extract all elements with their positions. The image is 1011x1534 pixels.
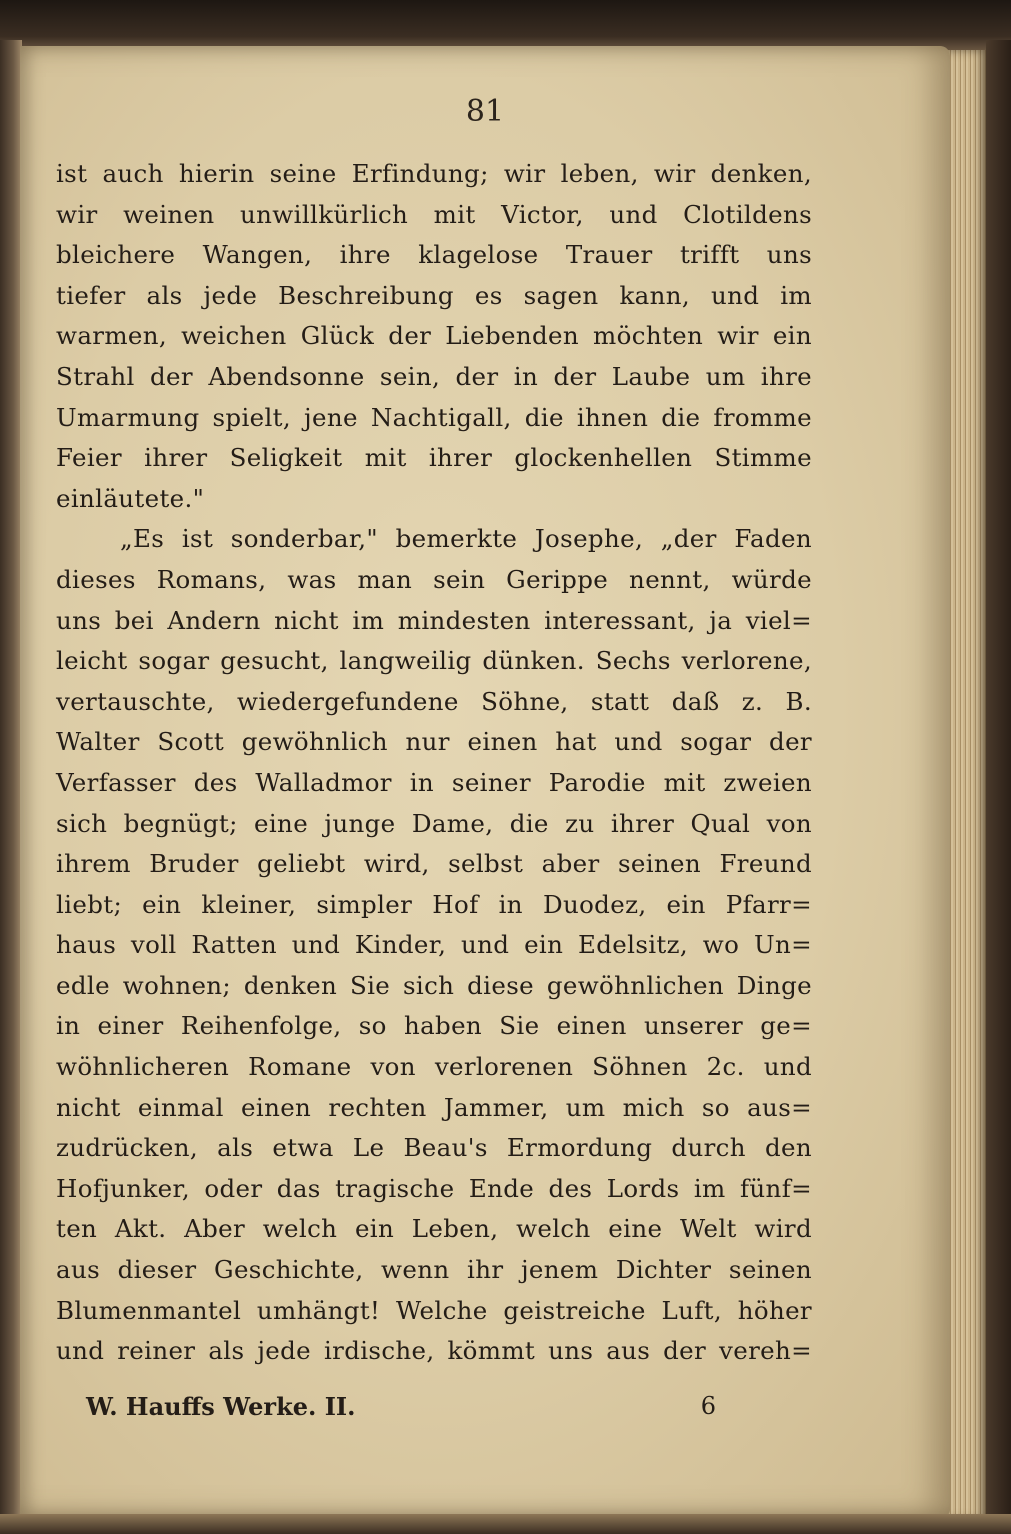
text-line: bleichere Wangen, ihre klagelose Trauer trifft uns — [56, 240, 812, 270]
text-line: uns bei Andern nicht im mindesten interessant, ja viel= — [56, 605, 812, 635]
text-line: einläutete." — [56, 483, 205, 513]
footer-title: W. Hauffs Werke. II. — [86, 1392, 356, 1421]
text-line: Walter Scott gewöhnlich nur einen hat und sogar der — [56, 727, 812, 757]
text-line: in einer Reihenfolge, so haben Sie einen unserer ge= — [56, 1011, 812, 1041]
text-line: Blumenmantel umhängt! Welche geistreiche Luft, höher — [56, 1295, 812, 1325]
page-body-text — [56, 154, 812, 1372]
book-page — [20, 46, 950, 1516]
text-line: Verfasser des Walladmor in seiner Parodie mit zweien — [56, 767, 812, 797]
text-line: warmen, weichen Glück der Liebenden möchten wir ein — [56, 321, 812, 351]
text-line: und reiner als jede irdische, kömmt uns aus der vereh= — [56, 1336, 812, 1366]
text-line: leicht sogar gesucht, langweilig dünken. Sechs verlorene, — [56, 646, 812, 676]
book-binding — [0, 40, 22, 1534]
text-line: edle wohnen; denken Sie sich diese gewöhnlichen Dinge — [56, 970, 812, 1000]
book-top-edge — [0, 0, 1011, 52]
page-footer — [86, 1392, 716, 1432]
text-line: sich begnügt; eine junge Dame, die zu ihrer Qual von — [56, 808, 812, 838]
text-line: liebt; ein kleiner, simpler Hof in Duodez, ein Pfarr= — [56, 889, 812, 919]
text-line: tiefer als jede Beschreibung es sagen kann, und im — [56, 280, 812, 310]
text-line: haus voll Ratten und Kinder, und ein Edelsitz, wo Un= — [56, 930, 812, 960]
text-line: „Es ist sonderbar," bemerkte Josephe, „der Faden — [120, 524, 812, 554]
text-line: Feier ihrer Seligkeit mit ihrer glockenhellen Stimme — [56, 443, 812, 473]
page-number: 81 — [465, 94, 505, 129]
text-line: ihrem Bruder geliebt wird, selbst aber seinen Freund — [56, 849, 812, 879]
text-line: Strahl der Abendsonne sein, der in der Laube um ihre — [56, 361, 812, 391]
text-line: dieses Romans, was man sein Gerippe nennt, würde — [56, 564, 812, 594]
page-stack-edge — [948, 50, 988, 1520]
text-line: nicht einmal einen rechten Jammer, um mich so aus= — [56, 1092, 812, 1122]
text-line: aus dieser Geschichte, wenn ihr jenem Dichter seinen — [56, 1255, 812, 1285]
text-line: Hofjunker, oder das tragische Ende des Lords im fünf= — [56, 1173, 812, 1203]
signature-mark: 6 — [700, 1392, 716, 1420]
text-line: zudrücken, als etwa Le Beau's Ermordung durch den — [56, 1133, 812, 1163]
text-line: ist auch hierin seine Erfindung; wir leben, wir denken, — [56, 159, 812, 188]
text-line: Umarmung spielt, jene Nachtigall, die ihnen die fromme — [56, 402, 812, 432]
text-line: vertauschte, wiedergefundene Söhne, statt daß z. B. — [56, 686, 812, 716]
text-line: wir weinen unwillkürlich mit Victor, und Clotildens — [56, 199, 812, 229]
book-cover-edge — [986, 40, 1011, 1534]
book-bottom-edge — [0, 1514, 1011, 1534]
text-line: wöhnlicheren Romane von verlorenen Söhnen 2c. und — [56, 1052, 812, 1082]
text-line: ten Akt. Aber welch ein Leben, welch eine Welt wird — [56, 1214, 812, 1244]
